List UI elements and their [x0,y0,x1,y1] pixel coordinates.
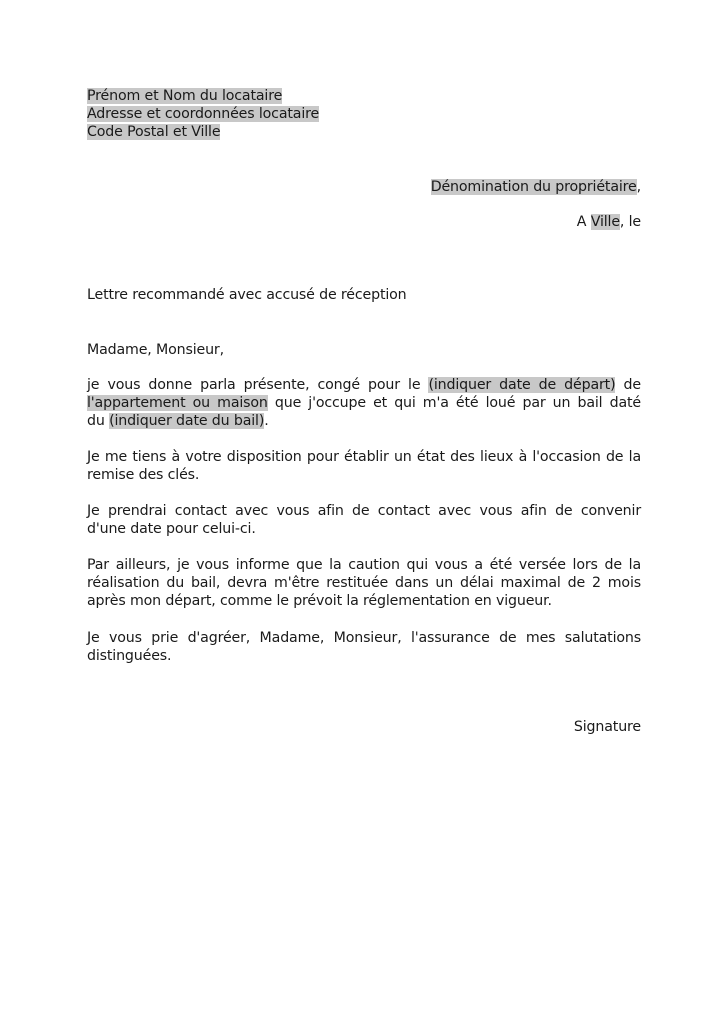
signature: Signature [573,719,641,735]
paragraph-1-line-2 [87,394,641,412]
paragraph-1-text-b: de [615,377,641,393]
paragraph-2-line-1: Je me tiens à votre disposition pour établir un état des lieux à l'occasion de la [87,449,641,465]
sender-city-line [87,123,220,141]
place-field[interactable]: Ville [590,214,620,230]
salutation: Madame, Monsieur, [87,342,224,358]
subject-line: Lettre recommandé avec accusé de réception [87,287,407,303]
paragraph-3-line-2: d'une date pour celui-ci. [87,521,256,537]
recipient-name-line [431,178,641,196]
departure-date-field[interactable]: (indiquer date de départ) [428,377,616,393]
closing-line-1: Je vous prie d'agréer, Madame, Monsieur, l'assurance de mes salutations [87,630,641,646]
paragraph-1-text-d: du [87,413,110,429]
paragraph-1-text-c: que j'occupe et qui m'a été loué par un bail daté [267,395,641,411]
place-prefix: A [576,214,591,230]
sender-name-line [87,87,282,105]
place-date-line [577,213,641,231]
sender-city-field[interactable]: Code Postal et Ville [87,124,221,140]
paragraph-4-line-1: Par ailleurs, je vous informe que la caution qui vous a été versée lors de la [87,557,641,573]
sender-address-field[interactable]: Adresse et coordonnées locataire [87,106,320,122]
recipient-name-field[interactable]: Dénomination du propriétaire [430,179,637,195]
property-type-field[interactable]: l'appartement ou maison [87,395,268,411]
sender-name-field[interactable]: Prénom et Nom du locataire [87,88,283,104]
lease-date-field[interactable]: (indiquer date du bail) [109,413,265,429]
recipient-name-suffix: , [636,179,641,195]
paragraph-1-text-e: . [264,413,269,429]
paragraph-1-line-1 [87,376,641,394]
closing-line-2: distinguées. [87,648,172,664]
place-suffix: , le [619,214,641,230]
paragraph-1-text-a: je vous donne parla présente, congé pour le [87,377,429,393]
paragraph-2-line-2: remise des clés. [87,467,200,483]
paragraph-3-line-1: Je prendrai contact avec vous afin de contact avec vous afin de convenir [87,503,641,519]
paragraph-4-line-3: après mon départ, comme le prévoit la réglementation en vigueur. [87,593,552,609]
paragraph-4-line-2: réalisation du bail, devra m'être restituée dans un délai maximal de 2 mois [87,575,641,591]
sender-address-line [87,105,319,123]
paragraph-1-line-3 [87,412,269,430]
